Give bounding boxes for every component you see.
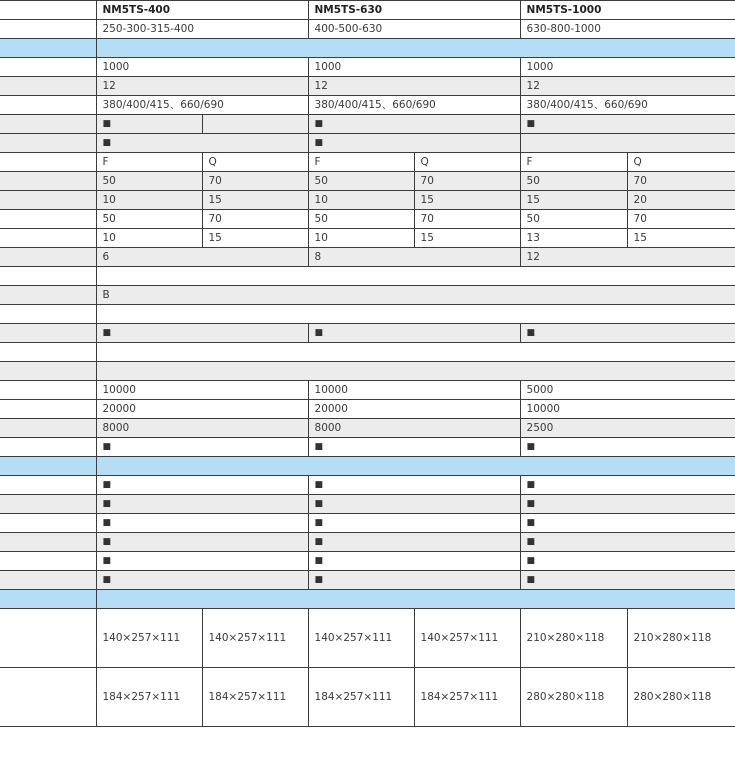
- type-f: F: [520, 153, 627, 172]
- square-mark: ■: [96, 115, 202, 134]
- cell-value: 50: [96, 210, 202, 229]
- option-row: [0, 115, 735, 134]
- cell-value: 8000: [96, 419, 308, 438]
- section-row: [0, 39, 735, 58]
- square-mark: ■: [308, 533, 520, 552]
- cell-value: 20000: [308, 400, 520, 419]
- cell-value: 50: [308, 172, 414, 191]
- cell-value: 50: [520, 210, 627, 229]
- rating-row: [0, 20, 735, 39]
- cell-value: 10: [96, 191, 202, 210]
- dimension-value: 280×280×118: [520, 668, 627, 727]
- square-mark: ■: [308, 571, 520, 590]
- square-mark: ■: [96, 514, 308, 533]
- square-mark: ■: [520, 324, 735, 343]
- option-row: [0, 552, 735, 571]
- cell-value: 13: [520, 229, 627, 248]
- cell-value: 50: [520, 172, 627, 191]
- square-mark: ■: [520, 495, 735, 514]
- blank-shaded-row: [0, 362, 735, 381]
- rating-value: 630-800-1000: [520, 20, 735, 39]
- perf-row: [0, 210, 735, 229]
- cell-value: 12: [308, 77, 520, 96]
- option-row: [0, 476, 735, 495]
- category-value: B: [96, 286, 735, 305]
- rating-value: 400-500-630: [308, 20, 520, 39]
- blank-row: [0, 343, 735, 362]
- life-maint-row: [0, 400, 735, 419]
- type-f: F: [96, 153, 202, 172]
- option-row: [0, 495, 735, 514]
- cell-value: 10000: [96, 381, 308, 400]
- cell-value: 70: [414, 172, 520, 191]
- cell-value: 50: [96, 172, 202, 191]
- cell-value: 12: [520, 77, 735, 96]
- dimension-value: 140×257×111: [414, 609, 520, 668]
- cell-value: 15: [520, 191, 627, 210]
- dimension-value: 140×257×111: [202, 609, 308, 668]
- arcing-row: [0, 248, 735, 267]
- voltage-ins-row: [0, 58, 735, 77]
- cell-value: 10000: [308, 381, 520, 400]
- square-mark: ■: [308, 495, 520, 514]
- cell-value: 10: [308, 191, 414, 210]
- square-mark: ■: [520, 514, 735, 533]
- cell-value: 5000: [520, 381, 735, 400]
- type-q: Q: [414, 153, 520, 172]
- square-mark: ■: [96, 533, 308, 552]
- section-row: [0, 457, 735, 476]
- square-mark: ■: [308, 115, 520, 134]
- cell-value: 1000: [96, 58, 308, 77]
- cell-value: 70: [202, 172, 308, 191]
- section-row: [0, 590, 735, 609]
- type-q: Q: [627, 153, 735, 172]
- life-elec-row: [0, 419, 735, 438]
- square-mark: ■: [520, 438, 735, 457]
- dimension-value: 184×257×111: [202, 668, 308, 727]
- cell-value: 50: [308, 210, 414, 229]
- square-mark: ■: [96, 571, 308, 590]
- option-row: [0, 324, 735, 343]
- cell-value: 6: [96, 248, 308, 267]
- type-q: Q: [202, 153, 308, 172]
- cell-value: 15: [202, 191, 308, 210]
- dimension-row: [0, 668, 735, 727]
- cell-value: 70: [627, 172, 735, 191]
- cell-value: 20: [627, 191, 735, 210]
- option-row: [0, 514, 735, 533]
- square-mark: ■: [308, 476, 520, 495]
- square-mark: ■: [308, 324, 520, 343]
- option-row: [0, 571, 735, 590]
- cell-value: 8: [308, 248, 520, 267]
- header-row: [0, 1, 735, 20]
- category-row: [0, 286, 735, 305]
- cell-value: 70: [627, 210, 735, 229]
- perf-row: [0, 191, 735, 210]
- dimension-value: 210×280×118: [627, 609, 735, 668]
- model-name: NM5TS-630: [308, 1, 520, 20]
- cell-value: 70: [414, 210, 520, 229]
- square-mark: ■: [96, 438, 308, 457]
- square-mark: ■: [520, 552, 735, 571]
- square-mark: ■: [96, 134, 308, 153]
- dimension-value: 184×257×111: [96, 668, 202, 727]
- cell-value: 10: [308, 229, 414, 248]
- row-label: [0, 1, 96, 20]
- square-mark: ■: [520, 533, 735, 552]
- type-f: F: [308, 153, 414, 172]
- dimension-row: [0, 609, 735, 668]
- cell-value: 12: [520, 248, 735, 267]
- life-mech-row: [0, 381, 735, 400]
- option-row: [0, 134, 735, 153]
- dimension-value: 140×257×111: [96, 609, 202, 668]
- option-row: [0, 533, 735, 552]
- dimension-value: 280×280×118: [627, 668, 735, 727]
- blank-row: [0, 305, 735, 324]
- cell-value: 15: [414, 191, 520, 210]
- cell-value: 15: [414, 229, 520, 248]
- square-mark: ■: [308, 134, 520, 153]
- perf-row: [0, 229, 735, 248]
- dimension-value: 140×257×111: [308, 609, 414, 668]
- cell-value: 10: [96, 229, 202, 248]
- dimension-value: 184×257×111: [308, 668, 414, 727]
- square-mark: ■: [96, 495, 308, 514]
- cell-value: 12: [96, 77, 308, 96]
- cell-value: 2500: [520, 419, 735, 438]
- square-mark: ■: [96, 476, 308, 495]
- square-mark: ■: [520, 476, 735, 495]
- cell-value: 1000: [520, 58, 735, 77]
- type-row: [0, 153, 735, 172]
- square-mark: ■: [308, 438, 520, 457]
- cell-value: 380/400/415、660/690: [520, 96, 735, 115]
- option-row: [0, 438, 735, 457]
- cell-value: 15: [627, 229, 735, 248]
- cell-value: 380/400/415、660/690: [308, 96, 520, 115]
- dimension-value: 184×257×111: [414, 668, 520, 727]
- cell-value: 1000: [308, 58, 520, 77]
- impulse-row: [0, 77, 735, 96]
- blank-row: [0, 267, 735, 286]
- square-mark: ■: [520, 115, 735, 134]
- square-mark: ■: [308, 552, 520, 571]
- dimension-value: 210×280×118: [520, 609, 627, 668]
- perf-row: [0, 172, 735, 191]
- cell-value: 8000: [308, 419, 520, 438]
- square-mark: ■: [308, 514, 520, 533]
- cell-value: 20000: [96, 400, 308, 419]
- cell-value: 10000: [520, 400, 735, 419]
- cell-value: 380/400/415、660/690: [96, 96, 308, 115]
- rating-value: 250-300-315-400: [96, 20, 308, 39]
- cell-value: 15: [202, 229, 308, 248]
- cell-value: 70: [202, 210, 308, 229]
- square-mark: ■: [96, 552, 308, 571]
- model-name: NM5TS-1000: [520, 1, 735, 20]
- square-mark: ■: [96, 324, 308, 343]
- model-name: NM5TS-400: [96, 1, 308, 20]
- voltage-row: [0, 96, 735, 115]
- square-mark: ■: [520, 571, 735, 590]
